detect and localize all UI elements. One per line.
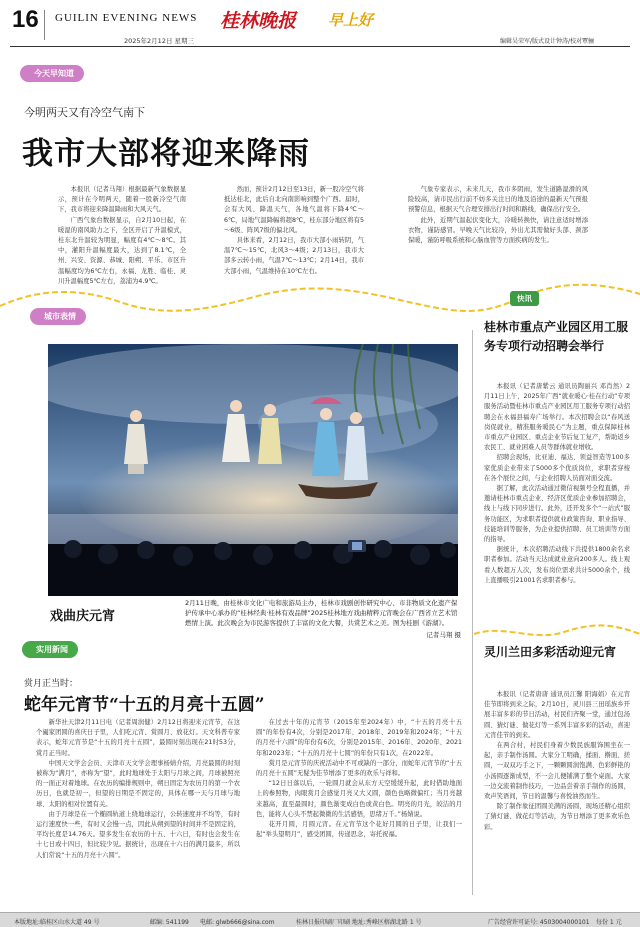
footer-printer: 桂林日报印刷厂印刷 地址:秀峰区榕湖北路 1 号 — [296, 919, 422, 926]
section-badge-practical: 实用新闻 — [22, 641, 78, 658]
footer-license: 广告经营许可证号: 4503004000101 — [488, 919, 590, 926]
paper-name-english: GUILIN EVENING NEWS — [55, 12, 198, 24]
footer-email: 电邮: glwb666@sina.com — [200, 919, 275, 926]
lantern-paragraph: 赏月是元宵节的庆祝活动中不可或缺的一部分，而蛇年元宵节的“十五的月亮十五圆”无疑为佳节增添了更多的欢乐与祥和。 — [256, 759, 462, 778]
lingchuan-title: 灵川兰田多彩活动迎元宵 — [484, 645, 617, 659]
photo-caption — [185, 598, 461, 640]
section-name: 早上好 — [328, 11, 374, 29]
section-badge-city: 城市表情 — [30, 308, 86, 325]
paper-logo: 桂林晚报 — [220, 10, 297, 32]
lantern-paragraph: 新华社天津2月11日电（记者周润健）2月12日将迎来元宵节，在这个阖家团圆的喜庆日子里，人们吃元宵、赏圆月、放花灯。天文科普专家表示，蛇年元宵节是“十五的月亮十五圆”，最圆时刻出现在21时53分，赏月正当时。 — [36, 719, 240, 757]
job-fair-paragraph: 据了解，此次活动通过微信视频号全程直播，并邀请桂林市重点企业、经济区优质企业参加招聘会，线上与线下同步进行。此外，还开发多个“一站式”服务功能区，为求职者提供就业政策咨询、职业指导、技能培训等服务，为企业提供招聘、员工培训等方面的指导。 — [484, 485, 630, 544]
lingchuan-paragraph: 除了制作象征团圆美满的汤圆，现场还精心组织了猜灯谜、做花灯等活动，为节日增添了更多欢乐色彩。 — [484, 803, 630, 831]
photo-label: 戏曲庆元宵 — [50, 609, 116, 624]
weather-paragraph: 此外，近期气温起伏变化大，冷暖转换快，请注意适时增添衣物，谨防感冒。早晚天气比较冷，外出尤其需做好头部、颈部保暖，谨防呼吸系统和心脑血管等方面疾病的发生。 — [408, 216, 588, 245]
job-fair-paragraph: 本报讯（记者唐紫云 通讯员陶丽兴 邓肖然）2月11日上午，2025年广西“就业暖心·桂在行动”专项服务活动暨桂林市重点产业园区用工服务专项行动招聘会在永福县福寿广场举行。本次招聘会以“春风送岗促就业，精准服务暖民心”为主题，重点保障桂林市重点产业园区、重点企业节后复工复产，帮助返乡农民工、就业困难人员等群体就业增收。 — [484, 383, 630, 452]
job-fair-body — [484, 382, 630, 622]
lingchuan-body — [484, 690, 630, 908]
weather-paragraph: 具体来看，2月12日，我市大部小雨转阴，气温7℃～15℃，北风3～4级；2月13日，我市大部多云转小雨，气温7℃～13℃；2月14日，我市大部小雨，气温维持在10℃左右。 — [224, 237, 364, 275]
lantern-paragraph: 由于月球是在一个椭圆轨道上绕地球运行，公转速度并不均等，有时运行速度快一些，有时又会慢一点，因此从朔到望的时间并不是固定的，平均长度是14.76天。望多发生在农历的十五、十六日，有时也会发生在十七日或十四日，但比较少见。据统计，出现在十六日的满月最多，所以人们常说“十五的月亮十六圆”。 — [36, 810, 240, 859]
lantern-body-col2 — [256, 718, 462, 908]
weather-body-col3 — [408, 185, 588, 280]
wavy-separator — [0, 276, 640, 316]
job-fair-paragraph: 招聘会现场，比亚迪、福达、领益智造等100多家优质企业带来了5000多个优质岗位，求职者穿梭在各个展位之间，与企业招聘人员面对面交流。 — [484, 454, 630, 482]
footer-address: 本版地址:临桂区山水大道 49 号 — [14, 919, 100, 926]
masthead-divider — [44, 10, 45, 40]
lingchuan-paragraph: 本报讯（记者唐唐 通讯员江馨 阳海娟）在元宵佳节即将到来之际，2月10日，灵川县三田瑶族乡开展丰富多彩的节日活动，村民们齐聚一堂，通过包汤圆、猜灯谜、做花灯等一系列丰富多彩的活动，喜迎元宵佳节的到来。 — [484, 691, 630, 739]
lantern-paragraph: 在过去十年的元宵节（2015年至2024年）中，“十五的月亮十五圆”的年份有4次，分别是2017年、2018年、2019年和2024年；“十五的月亮十六圆”的年份有6次，分别是2015年、2016年、2020年、2021年和2023年；“十五的月亮十七圆”的年份只有1次，在2022年。 — [256, 719, 462, 757]
lantern-paragraph: 中国天文学会会员、天津市天文学会理事杨婧介绍，月亮最圆的时刻被称为“满月”，亦称为“望”，此时地球处于太阳与月球之间，月球被照亮的一面正对着地球。在农历的编排规则中，朔日固定为农历月的第一个农历日，也就是初一，但望的日期是不固定的，具体在哪一天与月球与地球、太阳的相对位置有关。 — [36, 759, 240, 808]
lantern-paragraph: 花开月圆，月圆元宵。在元宵节这个花好月圆的日子里，让我们一起“举头望明月”，感受团圆，传递思念，寄托祝福。 — [256, 821, 462, 839]
weather-paragraph: 本报讯（记者马翔）根据最新气象数据显示，预计在今明两天，随着一股新冷空气南下，我市将迎来降温降雨和大风天气。 — [58, 186, 186, 214]
right-wavy-separator — [474, 622, 640, 642]
photo-caption-text: 2月11日晚，由桂林市文化广电和旅游局主办，桂林市戏剧创作研究中心、市非物质文化遗产保护传承中心承办的“桂林经典·桂林有戏品牌”2025桂林地方戏曲精粹元宵晚会在广西省立艺术馆燃情上演。此次晚会为市民游客提供了丰富的文化大餐，共赏艺术之美。图为桂剧《游湖》。 — [185, 599, 458, 627]
lingchuan-paragraph: 在两合村，村民们身着少数民族服饰围坐在一起，亲手制作汤圆。大家分工明确，揉面、擀面、搓圆，一双双巧手之下，一颗颗圆润饱满、色彩鲜艳的小汤圆逐渐成型，不一会儿便铺满了整个桌面。大家一边交流着制作技巧，一边品尝着亲手制作的汤圆，欢声笑语间，节日的温馨与喜悦油然而生。 — [484, 742, 630, 801]
weather-paragraph: 然而，预计2月12日至13日，新一股冷空气将抵达桂北，此后自北向南影响到整个广西。届时，会有大风、降温天气，各地气温将下降4℃～6℃，局地气温降幅将超8℃，桂东部分地区将有5～6级、阵风7级的偏北风。 — [224, 186, 364, 234]
section-badge-flash: 快讯 — [510, 291, 539, 306]
masthead-rule — [10, 46, 630, 47]
section-badge-today: 今天早知道 — [20, 65, 84, 82]
footer-postcode: 邮编: 541199 — [150, 919, 189, 926]
job-fair-title: 桂林市重点产业园区用工服务专项行动招聘会举行 — [484, 320, 629, 353]
photo-credit: 记者马翔 摄 — [426, 631, 461, 639]
weather-kicker: 今明两天又有冷空气南下 — [24, 106, 145, 119]
lantern-title: 蛇年元宵节“十五的月亮十五圆” — [24, 695, 265, 715]
weather-headline: 我市大部将迎来降雨 — [22, 136, 310, 172]
lantern-kicker: 赏月正当时： — [24, 679, 79, 689]
lantern-body-col1 — [36, 718, 240, 908]
job-fair-paragraph: 据统计，本次招聘活动线下共提供1800余名求职者参加。活动当天达成就业意向200多人。线上观看人数超万人次，发布岗位需求共计5000余个，线上直播吸引21001名求职者参与。 — [484, 546, 630, 584]
page-number: 16 — [12, 6, 39, 33]
weather-paragraph: 广西气象台数据显示，自2月10日起，在暖湿的南风助力之下，全区开启了升温模式，桂东北升温较为明显，幅度有4℃～8℃。其中，灌阳升温幅度最大，达到了8.1℃，全州、兴安、资源、恭城、阳朔、平乐、市区升温幅度均为6℃左右，永福、龙胜、临桂、灵川升温幅度5℃左右，荔浦为4.9℃。 — [58, 216, 186, 285]
weather-paragraph: 气象专家表示，未来几天，我市多阴雨，发生道路湿滑的风险较高，请市民出行前不妨多关注日的地及沿途的最新天气预报预警信息，根据天气合理安排出行时间和路线，确保出行安全。 — [408, 186, 588, 214]
lantern-paragraph: “12日日落以后，一轮圆月就会从东方天空缓缓升起，此时借助地面上的参照物，肉眼赏月会感觉月亮又大又圆，颜色也略微偏红；当月亮越来越高，直至最圆时，颜色渐变成白色或黄白色。明亮的月光，皎洁的月色，能将人心头不禁起微微的生活感悟，思绪万千。”杨婧说。 — [256, 780, 462, 818]
opera-photo — [48, 344, 458, 596]
issue-date: 2025年2月12日 星期三 — [124, 37, 195, 45]
footer-bar — [0, 912, 640, 927]
editor-credits: 编辑吴荣军/版式设计钟涛/校对覃骊 — [500, 38, 595, 45]
footer-price: 每份 1 元 — [596, 919, 622, 926]
column-divider — [472, 330, 473, 895]
